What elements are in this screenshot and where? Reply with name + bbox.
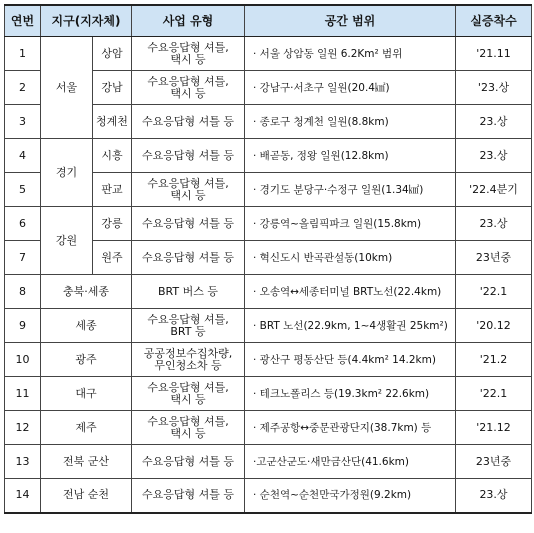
sub-district: 청계천	[93, 105, 132, 139]
district: 제주	[41, 411, 132, 445]
header-type: 사업 유형	[132, 5, 245, 37]
start-date: '21.2	[456, 343, 532, 377]
project-type-line1: 수요응답형 셔틀,	[147, 74, 229, 88]
spatial-scope: · 배곧동, 정왕 일원(12.8km)	[245, 139, 456, 173]
start-date: 23.상	[456, 479, 532, 513]
start-date: 23.상	[456, 139, 532, 173]
pilot-district-table	[4, 4, 532, 514]
start-date: 23.상	[456, 207, 532, 241]
spatial-scope: · 순천역~순천만국가정원(9.2km)	[245, 479, 456, 513]
project-type-line1: 수요응답형 셔틀,	[147, 414, 229, 428]
sub-district: 시흥	[93, 139, 132, 173]
spatial-scope: ·고군산군도·새만금산단(41.6km)	[245, 445, 456, 479]
project-type-line2: BRT 등	[170, 324, 206, 338]
project-type-line2: 택시 등	[170, 426, 206, 440]
spatial-scope: · 종로구 청계천 일원(8.8km)	[245, 105, 456, 139]
table-row	[5, 445, 532, 479]
table-row	[5, 411, 532, 445]
sub-district: 강릉	[93, 207, 132, 241]
header-district: 지구(지자체)	[41, 5, 132, 37]
row-no: 10	[5, 343, 41, 377]
table-row	[5, 139, 532, 173]
start-date: '23.상	[456, 71, 532, 105]
row-no: 11	[5, 377, 41, 411]
district: 대구	[41, 377, 132, 411]
project-type: BRT 버스 등	[132, 275, 245, 309]
row-no: 2	[5, 71, 41, 105]
start-date: '22.1	[456, 377, 532, 411]
spatial-scope: · BRT 노선(22.9km, 1~4생활권 25km²)	[245, 309, 456, 343]
row-no: 12	[5, 411, 41, 445]
project-type	[132, 309, 245, 343]
district: 충북·세종	[41, 275, 132, 309]
project-type	[132, 377, 245, 411]
spatial-scope: · 제주공항↔중문관광단지(38.7km) 등	[245, 411, 456, 445]
project-type	[132, 411, 245, 445]
start-date: '20.12	[456, 309, 532, 343]
district: 전남 순천	[41, 479, 132, 513]
row-no: 4	[5, 139, 41, 173]
project-type	[132, 37, 245, 71]
sub-district: 상암	[93, 37, 132, 71]
table-row	[5, 479, 532, 513]
district: 세종	[41, 309, 132, 343]
project-type: 수요응답형 셔틀 등	[132, 479, 245, 513]
project-type-line2: 택시 등	[170, 52, 206, 66]
project-type: 수요응답형 셔틀 등	[132, 241, 245, 275]
row-no: 5	[5, 173, 41, 207]
spatial-scope: · 강남구·서초구 일원(20.4㎢)	[245, 71, 456, 105]
header-scope: 공간 범위	[245, 5, 456, 37]
table-row	[5, 309, 532, 343]
project-type: 수요응답형 셔틀 등	[132, 105, 245, 139]
row-no: 7	[5, 241, 41, 275]
spatial-scope: · 테크노폴리스 등(19.3km² 22.6km)	[245, 377, 456, 411]
spatial-scope: · 경기도 분당구·수정구 일원(1.34㎢)	[245, 173, 456, 207]
project-type: 수요응답형 셔틀 등	[132, 207, 245, 241]
table-row	[5, 377, 532, 411]
project-type-line1: 공공정보수집차량,	[143, 346, 233, 360]
row-no: 13	[5, 445, 41, 479]
spatial-scope: · 서울 상암동 일원 6.2Km² 범위	[245, 37, 456, 71]
group-seoul: 서울	[41, 37, 93, 139]
table-row	[5, 275, 532, 309]
spatial-scope: · 오송역↔세종터미널 BRT노선(22.4km)	[245, 275, 456, 309]
project-type-line1: 수요응답형 셔틀,	[147, 40, 229, 54]
row-no: 8	[5, 275, 41, 309]
sub-district: 원주	[93, 241, 132, 275]
group-gangwon: 강원	[41, 207, 93, 275]
row-no: 3	[5, 105, 41, 139]
project-type-line2: 택시 등	[170, 392, 206, 406]
district: 전북 군산	[41, 445, 132, 479]
row-no: 9	[5, 309, 41, 343]
start-date: '22.1	[456, 275, 532, 309]
header-no: 연번	[5, 5, 41, 37]
header-start: 실증착수	[456, 5, 532, 37]
header-row	[5, 5, 532, 37]
start-date: '21.11	[456, 37, 532, 71]
row-no: 14	[5, 479, 41, 513]
project-type-line2: 택시 등	[170, 188, 206, 202]
table-row	[5, 207, 532, 241]
project-type-line1: 수요응답형 셔틀,	[147, 312, 229, 326]
group-gyeonggi: 경기	[41, 139, 93, 207]
start-date: '22.4분기	[456, 173, 532, 207]
project-type-line1: 수요응답형 셔틀,	[147, 380, 229, 394]
spatial-scope: · 혁신도시 반곡관설동(10km)	[245, 241, 456, 275]
project-type	[132, 71, 245, 105]
project-type-line2: 택시 등	[170, 86, 206, 100]
project-type	[132, 173, 245, 207]
table-row	[5, 37, 532, 71]
table-row	[5, 343, 532, 377]
district: 광주	[41, 343, 132, 377]
sub-district: 강남	[93, 71, 132, 105]
start-date: '21.12	[456, 411, 532, 445]
project-type: 수요응답형 셔틀 등	[132, 139, 245, 173]
start-date: 23.상	[456, 105, 532, 139]
sub-district: 판교	[93, 173, 132, 207]
spatial-scope: · 강릉역~올림픽파크 일원(15.8km)	[245, 207, 456, 241]
spatial-scope: · 광산구 평동산단 등(4.4km² 14.2km)	[245, 343, 456, 377]
start-date: 23년중	[456, 241, 532, 275]
start-date: 23년중	[456, 445, 532, 479]
project-type-line1: 수요응답형 셔틀,	[147, 176, 229, 190]
row-no: 1	[5, 37, 41, 71]
project-type: 수요응답형 셔틀 등	[132, 445, 245, 479]
project-type-line2: 무인청소차 등	[154, 358, 222, 372]
project-type	[132, 343, 245, 377]
row-no: 6	[5, 207, 41, 241]
